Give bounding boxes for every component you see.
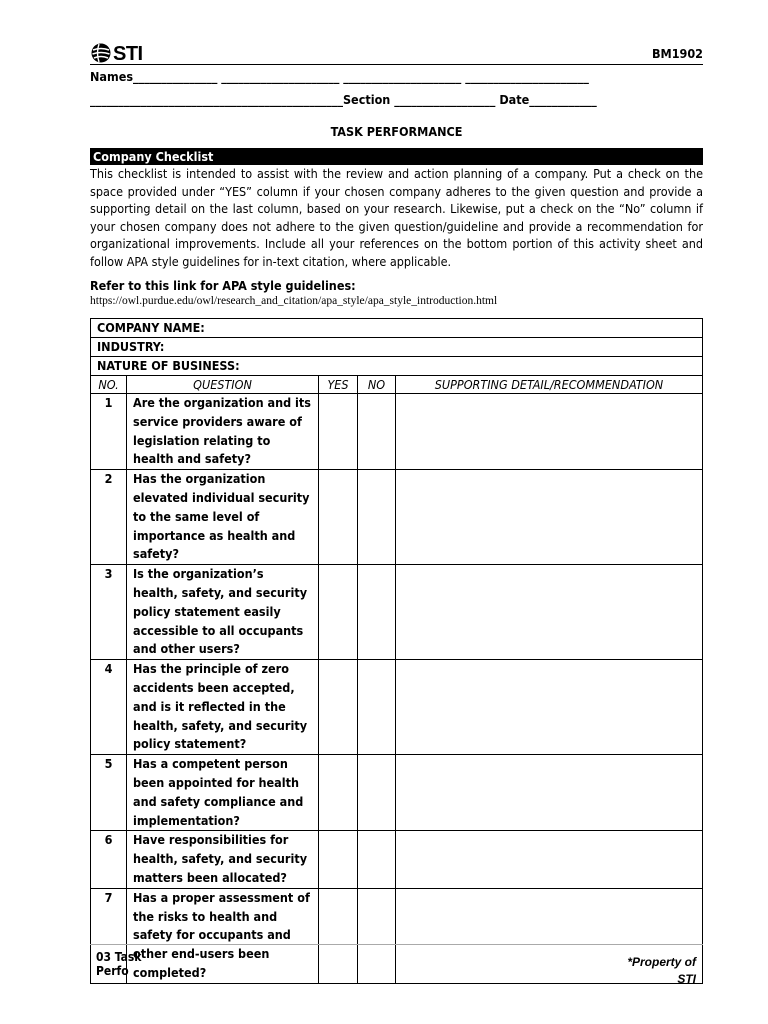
company-checklist-table <box>90 318 703 984</box>
names-field[interactable]: Names_______________ _____________________ _____________________ ______________________ <box>90 69 589 84</box>
table-row <box>91 470 703 565</box>
supporting-detail-cell[interactable] <box>396 755 703 831</box>
yes-cell[interactable] <box>319 394 358 470</box>
no-cell[interactable] <box>358 470 396 565</box>
question-text: Has the organization elevated individual security to the same level of importance as health and safety? <box>127 470 319 565</box>
supporting-detail-cell[interactable] <box>396 470 703 565</box>
question-number: 7 <box>91 888 127 983</box>
footer-divider <box>90 944 703 945</box>
section-date-field[interactable]: _____________________________________________Section __________________ Date____________ <box>90 92 597 107</box>
question-text: Is the organization’s health, safety, and security policy statement easily accessible to all occupants and other users? <box>127 565 319 660</box>
yes-cell[interactable] <box>319 888 358 983</box>
section-heading-text: Company Checklist <box>93 149 214 164</box>
yes-cell[interactable] <box>319 565 358 660</box>
industry-row[interactable] <box>91 338 703 357</box>
footer-right-clipped-text: STI <box>677 972 696 986</box>
refer-label: Refer to this link for APA style guidelines: <box>90 278 356 293</box>
question-text: Are the organization and its service providers aware of legislation relating to health and safety? <box>127 394 319 470</box>
globe-icon <box>90 42 112 64</box>
no-cell[interactable] <box>358 831 396 888</box>
question-text: Has a proper assessment of the risks to health and safety for occupants and other end-users been completed? <box>127 888 319 983</box>
question-number: 2 <box>91 470 127 565</box>
company-name-label: COMPANY NAME: <box>91 319 703 338</box>
footer-left <box>96 950 176 978</box>
footer-right-clipped <box>656 970 696 986</box>
table-row <box>91 755 703 831</box>
question-number: 5 <box>91 755 127 831</box>
question-number: 6 <box>91 831 127 888</box>
header-yes: YES <box>319 376 358 394</box>
table-row <box>91 888 703 983</box>
header-no-answer: NO <box>358 376 396 394</box>
question-text: Has a competent person been appointed for health and safety compliance and implementation? <box>127 755 319 831</box>
footer-left-text: 03 Task Perfo <box>96 950 142 978</box>
table-header-row <box>91 376 703 394</box>
supporting-detail-cell[interactable] <box>396 394 703 470</box>
page-title: TASK PERFORMANCE <box>330 124 463 139</box>
industry-label: INDUSTRY: <box>91 338 703 357</box>
section-heading <box>90 148 703 165</box>
question-number: 4 <box>91 660 127 755</box>
no-cell[interactable] <box>358 888 396 983</box>
supporting-detail-cell[interactable] <box>396 831 703 888</box>
supporting-detail-cell[interactable] <box>396 660 703 755</box>
page-header <box>90 38 703 65</box>
no-cell[interactable] <box>358 394 396 470</box>
question-text: Have responsibilities for health, safety, and security matters been allocated? <box>127 831 319 888</box>
header-no: NO. <box>91 376 127 394</box>
document-code: BM1902 <box>651 46 703 61</box>
header-question: QUESTION <box>127 376 319 394</box>
question-text: Has the principle of zero accidents been accepted, and is it reflected in the health, safety, and security policy statement? <box>127 660 319 755</box>
nature-of-business-row[interactable] <box>91 357 703 376</box>
yes-cell[interactable] <box>319 831 358 888</box>
no-cell[interactable] <box>358 660 396 755</box>
yes-cell[interactable] <box>319 660 358 755</box>
table-row <box>91 831 703 888</box>
apa-guidelines-link[interactable]: https://owl.purdue.edu/owl/research_and_citation/apa_style/apa_style_introduction.html <box>90 295 498 307</box>
supporting-detail-cell[interactable] <box>396 565 703 660</box>
table-row <box>91 394 703 470</box>
instructions-paragraph: This checklist is intended to assist with the review and action planning of a company. Put a check on the space provided under “YES” column if your chosen company adheres to the given question and provide a supporting detail on the last column, based on your research. Likewise, put a check on the “No” column if your chosen company does not adhere to the given question/guideline and provide a recommendation for organizational improvements. Include all your references on the bottom portion of this activity sheet and follow APA style guidelines for in-text citation, where applicable. <box>90 166 703 269</box>
table-row <box>91 660 703 755</box>
no-cell[interactable] <box>358 755 396 831</box>
nature-of-business-label: NATURE OF BUSINESS: <box>91 357 703 376</box>
no-cell[interactable] <box>358 565 396 660</box>
company-name-row[interactable] <box>91 319 703 338</box>
footer-property-text: *Property of <box>627 955 696 969</box>
sti-logo <box>90 38 143 64</box>
table-row <box>91 565 703 660</box>
yes-cell[interactable] <box>319 755 358 831</box>
question-number: 1 <box>91 394 127 470</box>
question-number: 3 <box>91 565 127 660</box>
logo-text: STI <box>113 43 143 65</box>
yes-cell[interactable] <box>319 470 358 565</box>
header-supporting-detail: SUPPORTING DETAIL/RECOMMENDATION <box>396 376 703 394</box>
